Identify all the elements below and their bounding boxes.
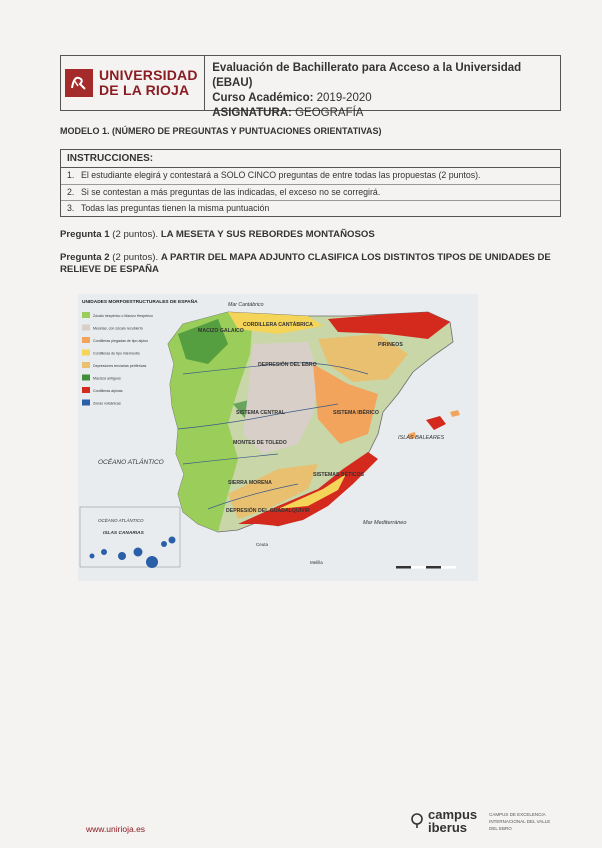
legend-label: Cordilleras alpinas (93, 389, 123, 393)
label-oceano: OCÉANO ATLÁNTICO (98, 459, 164, 466)
campus-iberus-icon (410, 813, 424, 829)
legend-swatch (82, 312, 90, 318)
map-scale-bar (396, 566, 456, 569)
label-cordillera-cantabrica: CORDILLERA CANTÁBRICA (243, 322, 313, 328)
label-mar-mediterraneo: Mar Mediterráneo (363, 520, 407, 526)
question-1-points: (2 puntos). (112, 229, 159, 240)
university-logo-icon (65, 69, 93, 97)
legend-label: Macizos antiguos (93, 376, 121, 381)
subject-value: GEOGRAFÍA (295, 107, 364, 119)
university-name-line2: DE LA RIOJA (99, 82, 190, 98)
label-depresion-guadalquivir: DEPRESIÓN DEL GUADALQUIVIR (226, 508, 310, 514)
question-1-label: Pregunta 1 (60, 229, 110, 240)
campus-desc: CAMPUS DE EXCELENCIA INTERNACIONAL DEL VALLE DEL EBRO (489, 811, 551, 831)
label-mar-cantabrico: Mar Cantábrico (228, 302, 264, 308)
instructions-box (60, 149, 561, 217)
legend-swatch (82, 400, 90, 406)
instruction-item: 3. Todas las preguntas tienen la misma puntuación (67, 203, 270, 213)
legend-label: Mesetas, con zócalo recubierto (93, 326, 143, 331)
question-2-text: A PARTIR DEL MAPA ADJUNTO CLASIFICA LOS DISTINTOS TIPOS DE UNIDADES DE RELIEVE DE ESPAÑA (60, 252, 551, 275)
university-name-line1: UNIVERSIDAD (99, 67, 198, 83)
campus-iberus-logo (410, 808, 559, 834)
legend-label: Cordilleras plegadas de tipo alpino (93, 339, 149, 343)
label-ceuta: Ceuta (256, 542, 269, 547)
exam-info (205, 56, 560, 119)
legend-title: UNIDADES MORFOESTRUCTURALES DE ESPAÑA (82, 300, 198, 305)
relief-map (78, 294, 478, 581)
label-depresion-ebro: DEPRESIÓN DEL EBRO (258, 362, 317, 368)
question-1-text: LA MESETA Y SUS REBORDES MONTAÑOSOS (160, 229, 375, 240)
footer-url[interactable]: www.unirioja.es (86, 824, 146, 834)
instruction-item: 2. Si se contestan a más preguntas de las indicadas, el exceso no se corregirá. (61, 185, 560, 202)
legend-swatch (82, 375, 90, 381)
label-melilla: Melilla (310, 560, 323, 565)
campus-line1: campus (428, 807, 478, 822)
label-sierra-morena: SIERRA MORENA (228, 480, 272, 486)
question-2 (60, 252, 560, 276)
question-2-label: Pregunta 2 (60, 252, 110, 263)
instructions-title: INSTRUCCIONES: (61, 150, 560, 168)
legend-label: Zonas volcánicas (93, 401, 121, 406)
label-montes-toledo: MONTES DE TOLEDO (233, 440, 287, 446)
legend-swatch (82, 325, 90, 331)
legend-label: Depresiones terciarias periféricas (93, 364, 147, 368)
label-macizo-galaico: MACIZO GALAICO (198, 328, 244, 334)
question-1 (60, 229, 375, 240)
label-sistemas-beticos: SISTEMAS BÉTICOS (313, 472, 365, 478)
legend-swatch (82, 337, 90, 343)
label-islas-canarias: ISLAS CANARIAS (103, 531, 144, 536)
label-sistema-central: SISTEMA CENTRAL (236, 410, 286, 416)
label-sistema-iberico: SISTEMA IBÉRICO (333, 410, 379, 416)
subject-label: ASIGNATURA: (212, 107, 292, 119)
legend-label: Zócalo hespérico o Macizo Hespérico (93, 314, 153, 318)
course-value: 2019-2020 (316, 92, 372, 104)
university-block (61, 56, 205, 110)
exam-title: Evaluación de Bachillerato para Acceso a la Universidad (EBAU) (212, 62, 522, 89)
label-islas-baleares: ISLAS BALEARES (398, 435, 445, 441)
legend-swatch (82, 350, 90, 356)
label-pirineos: PIRINEOS (378, 342, 403, 348)
question-2-points: (2 puntos). (112, 252, 159, 263)
legend-swatch (82, 362, 90, 368)
model-title: MODELO 1. (NÚMERO DE PREGUNTAS Y PUNTUACIONES ORIENTATIVAS) (60, 126, 382, 136)
legend-label: Cordilleras de tipo intermedio (93, 351, 140, 356)
exam-header (60, 55, 561, 119)
campus-line2: iberus (428, 820, 468, 835)
legend-swatch (82, 387, 90, 393)
instruction-item: 1. El estudiante elegirá y contestará a SOLO CINCO preguntas de entre todas las propuestas (2 puntos). (61, 168, 560, 185)
label-oceano-small: OCÉANO ATLÁNTICO (98, 518, 144, 523)
course-label: Curso Académico: (212, 92, 314, 104)
